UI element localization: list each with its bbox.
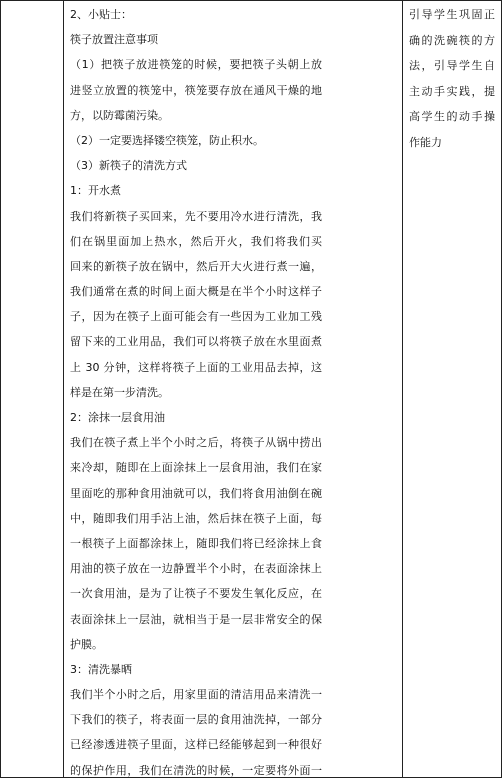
content-line: 3：清洗暴晒: [70, 662, 132, 676]
content-line: 进竖立放置的筷笼中，筷笼要存放在通风干燥的地: [70, 83, 322, 97]
intent-line: 主动手实践，提: [409, 84, 495, 98]
content-line: （2）一定要选择镂空筷笼，防止积水。: [70, 133, 264, 147]
content-line: 子，因为在筷子上面可能会有一些因为工业加工残: [70, 310, 322, 324]
content-line: 我们在筷子煮上半个小时之后，将筷子从锅中捞出: [70, 436, 322, 450]
content-line: 我们将新筷子买回来，先不要用冷水进行清洗，我: [70, 209, 322, 223]
content-line: 方，以防霉菌污染。: [70, 108, 169, 122]
content-line: 已经渗透进筷子里面，这样已经能够起到一种很好: [70, 738, 322, 752]
content-line: 2、小贴士：: [70, 8, 132, 21]
content-line: 下我们的筷子，将表面一层的食用油洗掉，一部分: [70, 713, 322, 727]
content-line: 来冷却，随即在上面涂抹上一层食用油，我们在家: [70, 461, 322, 475]
content-line: 上 30 分钟，这样将筷子上面的工业用品去掉，这: [70, 360, 322, 374]
content-line: 表面涂抹上一层油，就相当于是一层非常安全的保: [70, 612, 322, 626]
empty-left-cell: [0, 0, 63, 778]
table-divider-1: [63, 0, 64, 778]
teaching-content-cell: [70, 2, 322, 783]
content-line: 我们通常在煮的时间上面大概是在半个小时这样子: [70, 285, 322, 299]
content-line: （3）新筷子的清洗方式: [70, 159, 187, 173]
table-divider-2: [402, 0, 403, 778]
design-intent-cell: [409, 2, 495, 156]
content-line: 一次食用油，是为了让筷子不要发生氧化反应，在: [70, 587, 322, 601]
content-line: 我们半个小时之后，用家里面的清洁用品来清洗一: [70, 688, 322, 702]
intent-line: 作能力: [409, 135, 442, 149]
content-line: 一根筷子上面都涂抹上，随即我们将已经涂抹上食: [70, 536, 322, 550]
table-border-top: [0, 0, 502, 1]
content-line: 的保护作用，我们在清洗的时候，一定要将外面一: [70, 763, 322, 777]
content-line: 2：涂抹一层食用油: [70, 411, 165, 424]
intent-line: 法，引导学生自: [409, 59, 495, 73]
intent-line: 高学生的动手操: [409, 110, 495, 124]
content-line: 们在锅里面加上热水，然后开火，我们将我们买: [70, 234, 322, 248]
content-line: 中，随即我们用手沾上油，然后抹在筷子上面，每: [70, 511, 322, 525]
intent-line: 引导学生巩固正: [409, 8, 495, 21]
content-line: 里面吃的那种食用油就可以，我们将食用油倒在碗: [70, 486, 322, 500]
content-line: 回来的新筷子放在锅中，然后开大火进行煮一遍，: [70, 259, 322, 273]
content-line: （1）把筷子放进筷笼的时候，要把筷子头朝上放: [70, 58, 322, 72]
content-line: 护膜。: [70, 637, 103, 651]
content-line: 1：开水煮: [70, 184, 121, 198]
content-line: 筷子放置注意事项: [70, 33, 158, 47]
content-line: 用油的筷子放在一边静置半个小时，在表面涂抹上: [70, 562, 322, 576]
content-line: 留下来的工业用品，我们可以将筷子放在水里面煮: [70, 335, 322, 349]
content-line: 样是在第一步清洗。: [70, 385, 169, 399]
intent-line: 确的洗碗筷的方: [409, 33, 495, 47]
